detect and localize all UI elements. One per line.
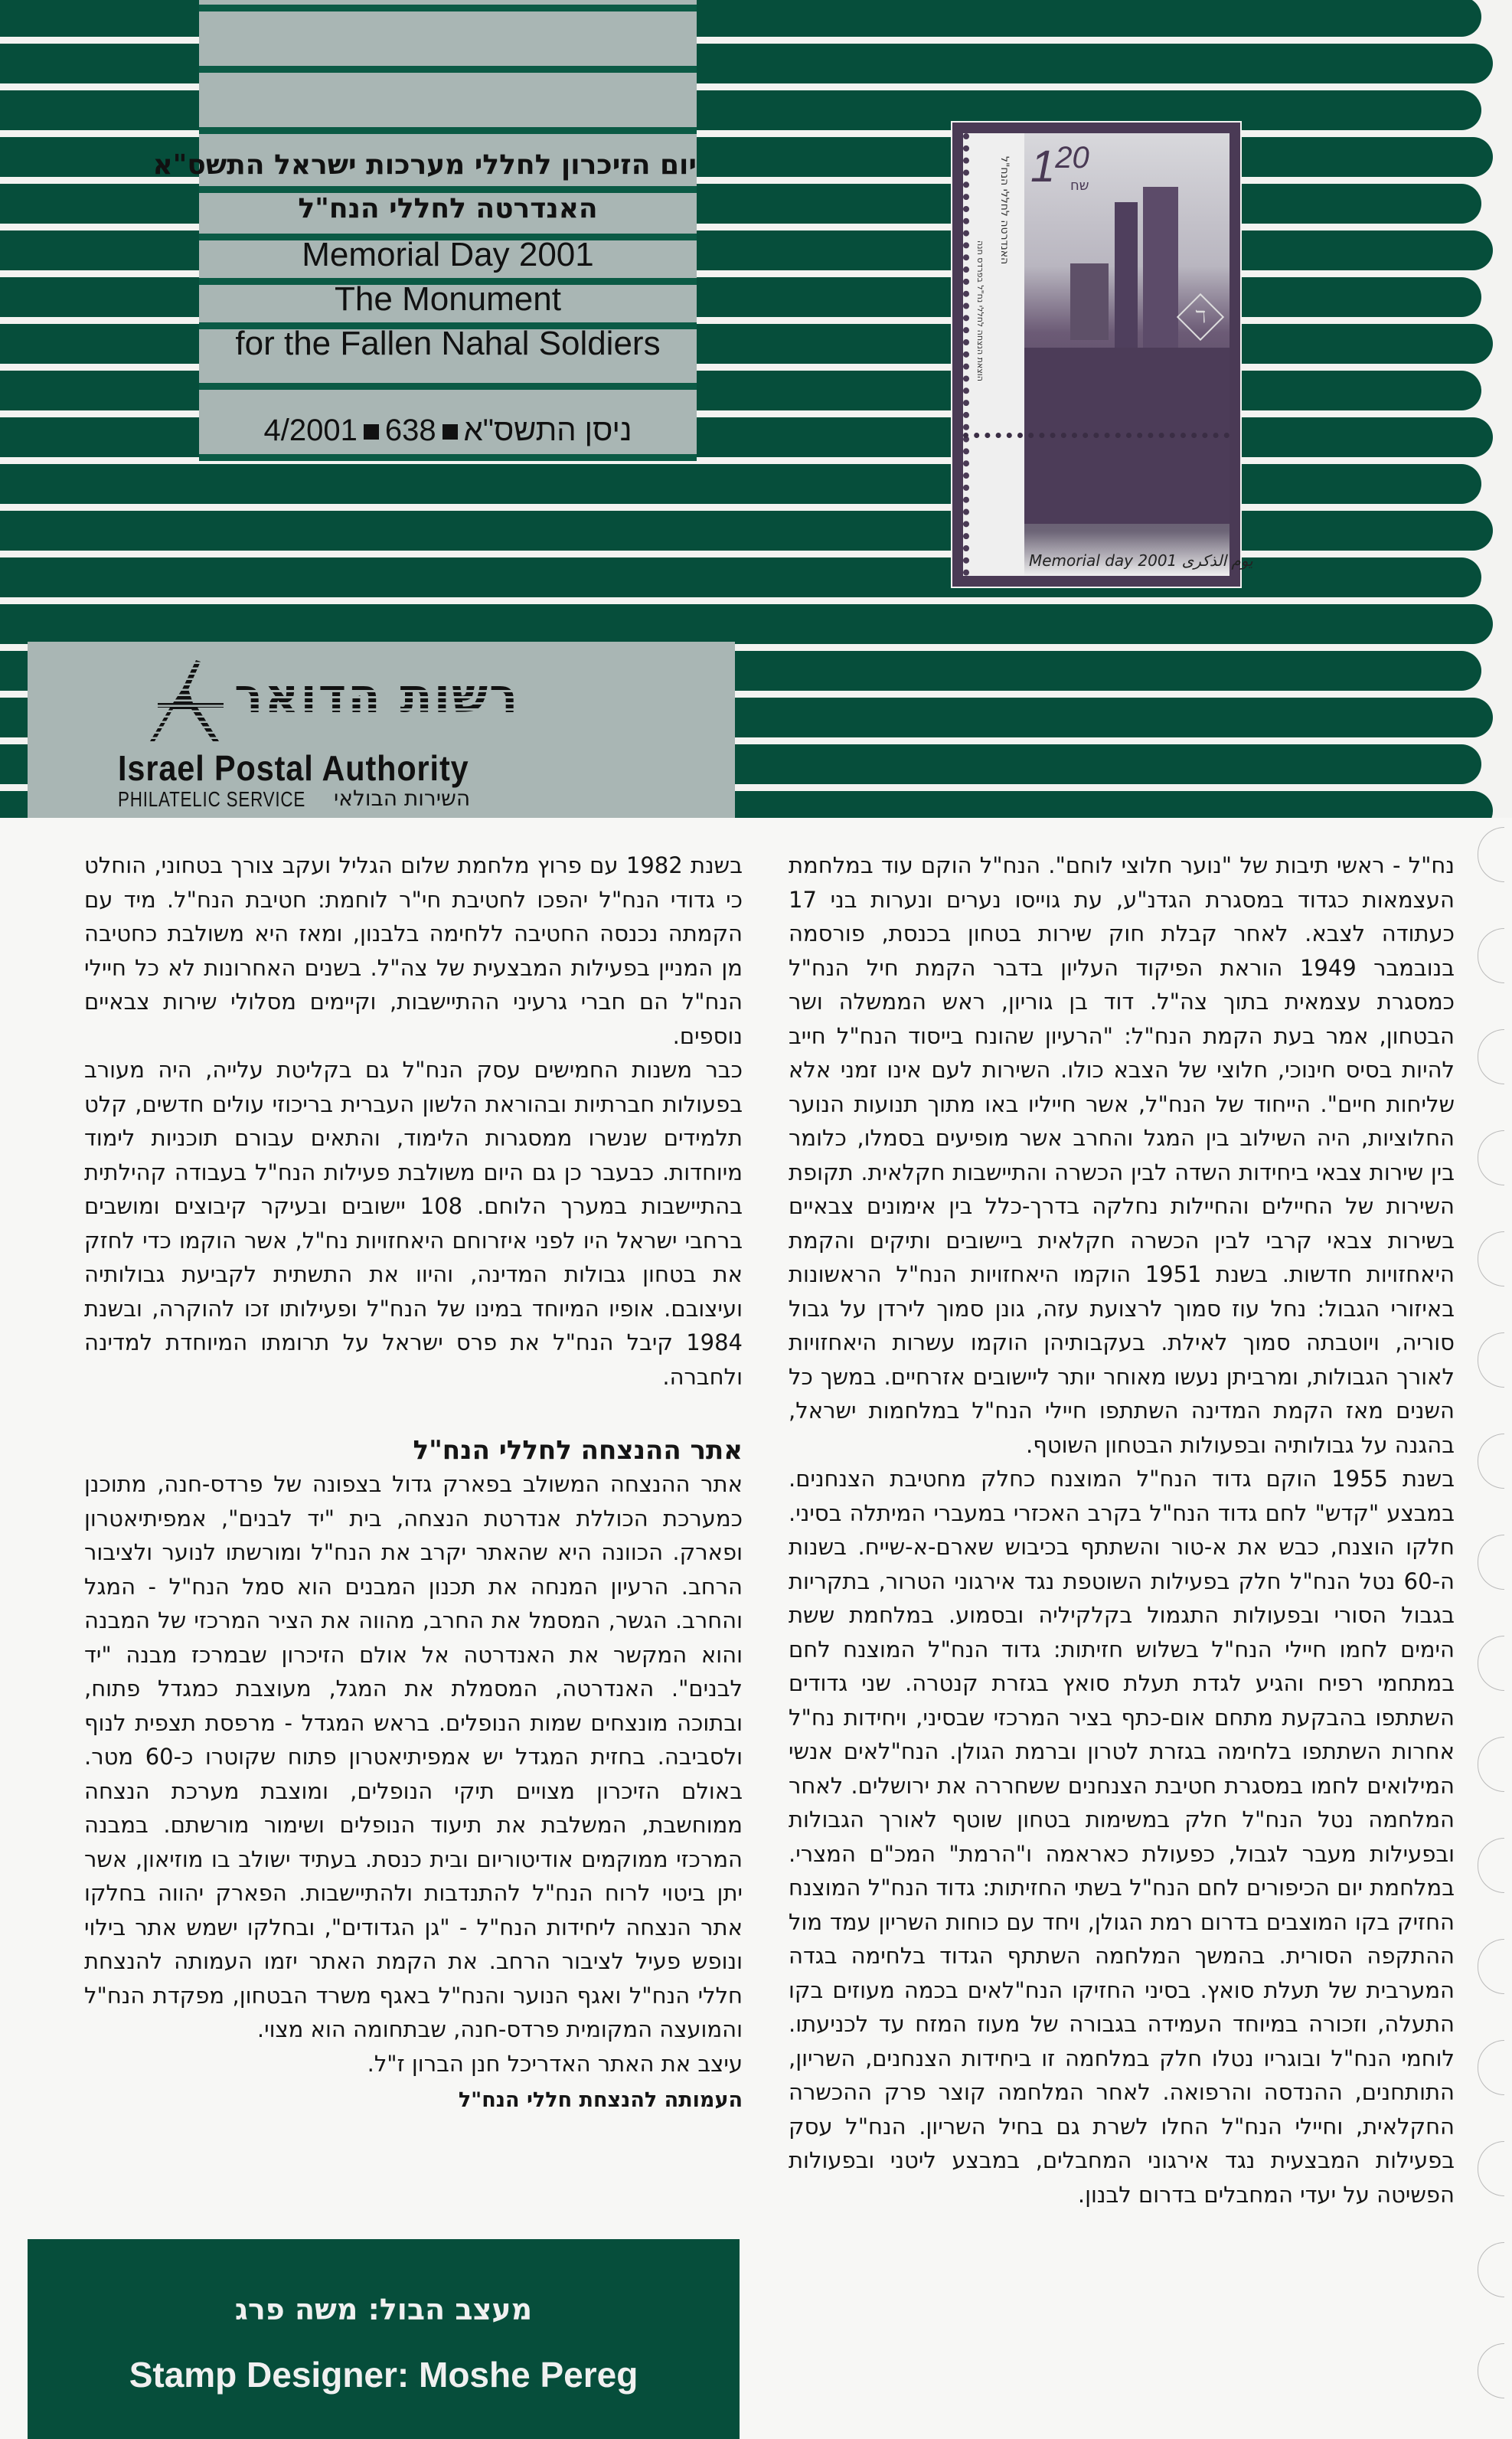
monument-building	[1070, 263, 1109, 340]
decorative-stripe	[0, 511, 1493, 551]
signature: העמותה להנצחת חללי הנח"ל	[458, 2088, 743, 2112]
article-column-left	[84, 848, 743, 2118]
stamp-image	[1024, 133, 1253, 576]
stamp-caption: Memorial day 2001 يوم الذكرى	[1029, 551, 1253, 570]
title-english-line1: Memorial Day 2001	[302, 236, 594, 273]
perforation-scallop	[1478, 1231, 1504, 1287]
perforation-scallop	[1478, 2343, 1504, 2398]
section-heading: אתר ההנצחה לחללי הנח"ל	[413, 1435, 743, 1466]
logo-name-hebrew: רשות הדואר	[234, 668, 520, 724]
square-bullet-icon	[364, 424, 379, 440]
stamp-tab	[963, 133, 1029, 576]
monument-tower	[1143, 187, 1178, 348]
header-band	[0, 0, 1512, 818]
logo-name-english: Israel Postal Authority	[118, 748, 469, 788]
square-bullet-icon	[442, 424, 458, 440]
designer-english: Stamp Designer: Moshe Pereg	[129, 2355, 638, 2395]
issue-hebrew-date: ניסן התשס"א	[463, 414, 632, 447]
panel-line	[199, 186, 697, 193]
perforated-edge	[1474, 819, 1512, 2439]
perforation-scallop	[1478, 1130, 1504, 1185]
decorative-stripe	[0, 604, 1493, 644]
paragraph: כבר משנות החמישים עסק הנח"ל גם בקליטת עלייה, היה מעורב בפעולות חברתיות ובהוראת הלשון העברית בריכוזי עולים חדשים, קלט תלמידים שנשרו ממסגרות הלימוד, והתאים עבורם תוכניות לימוד מיוחדות. כבעבר כן גם היום משולבת פעילות הנח"ל בעבודה קהילתית בהתיישבות במערך הלוחם. 108 יישובים ובעיקר קיבוצים ומושבים ברחבי ישראל היו לפני איזרוחם היאחזויות נח"ל, אשר הוקמו כדי לחזק את בטחון גבולות המדינה, והיוו את התשתית לקביעת גבולותיה ועיצובם. אופיו המיוחד במינו של הנח"ל ופעילותו זכו להוקרה, ובשנת 1984 קיבל הנח"ל את פרס ישראל על תרומתו המיוחדת למדינה ולחברה.	[84, 1057, 743, 1390]
perforation-scallop	[1478, 1332, 1504, 1388]
logo-service-hebrew: השירות הבולאי	[334, 786, 471, 811]
stamp-tab-text: האנדרטה לחללי הנח"ל	[998, 156, 1011, 265]
title-english-line3: for the Fallen Nahal Soldiers	[235, 325, 661, 362]
logo-service-english: PHILATELIC SERVICE	[118, 787, 306, 811]
paragraph: בשנת 1955 הוקם גדוד הנח"ל המוצנח כחלק מחטיבת הצנחנים. במבצע "קדש" לחם גדוד הנח"ל בקרב האכזרי במעברי המיתלה בסיני. חלקו הוצנח, כבש את א-טור והשתתף בכיבוש שארם-א-שייח. בשנות ה-60 נטל הנח"ל חלק בפעילות השוטפת נגד אירגוני הטרור, בתקריות בגבול הסורי ובפעולות התגמול בקלקיליה ובסמוע. במלחמת ששת הימים לחמו חיילי הנח"ל בשלוש חזיתות: גדוד הנח"ל המוצנח לחם במתחמי רפיח והגיע לגדת תעלת סואץ בגזרת קנטרה. שני גדודים השתתפו בהבקעת מתחם אום-כתף בציר המרכזי שבסיני, ויחידות נח"ל אחרות השתתפו בלחימה בגזרת לטרון וברמת הגולן. הנח"לאים אנשי המילואים לחמו במסגרת חטיבת הצנחנים ששחררה את ירושלים. לאחר המלחמה נטל הנח"ל חלק במשימות בטחון שוטף לאורך הגבולות ובפעילות מעבר לגבול, כפעולת כאראמה ו"הרמת" המכ"ם המצרי. במלחמת יום הכיפורים לחם הנח"ל בשתי החזיתות: גדוד הנח"ל המוצנח החזיק בקו המוצבים בדרום רמת הגולן, ויחד עם כוחות השריון עמד מול ההתקפה הסורית. בהמשך המלחמה השתתף הגדוד בלחימה בגדה המערבית של תעלת סואץ. בסיני החזיקו הנח"לאים בכמה מעוזים בקו התעלה, וזכורה במיוחד העמידה בגבורה של מעוז המזח עד לכניעתו. לוחמי הנח"ל ובוגריו נטלו חלק במלחמה זו ביחידות הצנחנים, השריון, התותחנים, ההנדסה והרפואה. לאחר המלחמה קוצר פרק ההכשרה החקלאית, וחיילי הנח"ל החלו לשרת גם בחיל השריון. הנח"ל עסק בפעילות המבצעית נגד אירגוני המחבלים, במבצע ליטני ובפעולות הפשיטה על יעדי המחבלים בדרום לבנון.	[789, 1466, 1455, 2208]
designer-hebrew: מעצב הבול: משה פרג	[234, 2293, 533, 2326]
stamp-tab-text: הוצאת הנצחה לחללי נח"ל בפרדס חנה	[975, 240, 985, 381]
designer-box	[28, 2239, 740, 2439]
issue-date: 4/2001	[263, 414, 358, 447]
perforation-line	[963, 433, 1230, 438]
panel-line	[199, 383, 697, 390]
stamp	[951, 121, 1253, 588]
perforation-scallop	[1478, 1636, 1504, 1691]
perforation-scallop	[1478, 1939, 1504, 1994]
panel-line	[199, 454, 697, 461]
panel-line	[199, 5, 697, 11]
title-hebrew-line2: האנדרטה לחללי הנח"ל	[298, 193, 598, 224]
paragraph: נח"ל - ראשי תיבות של "נוער חלוצי לוחם". הנח"ל הוקם עוד במלחמת העצמאות כגדוד במסגרת הגדנ"ע, עת גוייסו נערים ונערות בני 17 כעתודה לצבא. לאחר קבלת חוק שירות בטחון בכנסת, פורסמה בנובמבר 1949 הוראת הפיקוד העליון בדבר הקמת חיל הנח"ל כמסגרת עצמאית בתוך צה"ל. דוד בן גוריון, ראש הממשלה ושר הבטחון, אמר בעת הקמת הנח"ל: "הרעיון שהונח בייסוד הנח"ל חייב להיות בסיס חינוכי, חלוצי של הצבא כולו. השירות לעם אינו זמני אלא שליחות חיים". הייחוד של הנח"ל, אשר חייליו באו מתוך תנועות הנוער החלוציות, היה השילוב בין המגל והחרב אשר מופיעים בסמלו, כלומר בין שירות צבאי ביחידות השדה לבין הכשרה והתיישבות חקלאית. תקופת השירות של החיילים והחיילות נחלקה בדרך-כלל בין אימונים צבאיים בשירות צבאי קרבי לבין הכשרה חקלאית ביישובים ותיקים והקמת היאחזויות חדשות. בשנת 1951 הוקמו היאחזויות הנח"ל הראשונות באיזורי הגבול: נחל עוז סמוך לרצועת עזה, גונן סמוך לירדן על גבול סוריה, ויוטבתה סמוך לאילת. בעקבותיהן הוקמו עשרות היאחזויות לאורך הגבולות, ומרביתן נעשו מאוחר יותר ליישובים אזרחיים. במשך כל השנים מאז הקמת המדינה השתתפו חיילי הנח"ל במלחמות ישראל, בהגנה על גבולותיה ובפעולות הבטחון השוטף.	[789, 852, 1455, 1458]
decorative-stripe	[0, 464, 1481, 504]
title-english-line2: The Monument	[335, 280, 561, 318]
title-panel	[152, 0, 697, 461]
paragraph: אתר ההנצחה המשולב בפארק גדול בצפונה של פרדס-חנה, מתוכנן כמערכת הכוללת אנדרטת הנצחה, בית "יד לבנים", אמפיתיאטרון ופארק. הכוונה היא שהאתר יקרב את הנח"ל ומורשתו לנוער ולציבור הרחב. הרעיון המנחה את תכנון המבנים הוא סמל הנח"ל - המגל והחרב. הגשר, המסמל את החרב, מהווה את הציר המרכזי של המבנה והוא המקשר את האנדרטה אל אולם הזיכרון שבמרכז מבנה "יד לבנים". האנדרטה, המסמלת את המגל, מעוצבת כמגדל פתוח, ובתוכה מונצחים שמות הנופלים. בראש המגדל - מרפסת תצפית לנוף ולסביבה. בחזית המגדל יש אמפיתיאטרון פתוח שקוטרו כ-60 מטר. באולם הזיכרון מצויים תיקי הנופלים, ומוצבת מערכת הנצחה ממוחשבת, המשלבת את תיעוד הנופלים ושימור מורשתם. במבנה המרכזי ממוקמים אודיטוריום ובית כנסת. בעתיד ישולב בו מוזיאון, אשר יתן ביטוי לרוח הנח"ל להתנדבות ולהתיישבות. הפארק יהווה בחלקו אתר הנצחה ליחידות הנח"ל - "גן הגדודים", ובחלקו ישמש אתר בילוי ונופש פעיל לציבור הרחב. את הקמת האתר יזמו העמותה להנצחת חללי הנח"ל ואגף הנוער והנח"ל באגף משרד הבטחון, מפקדת הנח"ל והמועצה המקומית פרדס-חנה, שבתחומה הוא מצוי.	[84, 1471, 743, 2042]
monument-tower	[1115, 202, 1138, 348]
issue-number: 638	[384, 414, 436, 447]
perforation-scallop	[1478, 1434, 1504, 1489]
issue-line	[199, 414, 697, 448]
paragraph: עיצב את האתר האדריכל חנן הברון ז"ל.	[367, 2050, 743, 2077]
postal-deer-icon	[150, 659, 227, 743]
panel-line	[199, 127, 697, 134]
panel-line	[199, 66, 697, 73]
perforation-scallop	[1478, 1737, 1504, 1792]
postal-authority-logo	[28, 642, 735, 818]
article-column-right	[789, 848, 1455, 2212]
title-hebrew-line1: יום הזיכרון לחללי מערכות ישראל התשס"א	[152, 149, 697, 181]
perforation-scallop	[1478, 2040, 1504, 2095]
perforation-scallop	[1478, 2141, 1504, 2196]
perforation-scallop	[1478, 2242, 1504, 2297]
decorative-stripe	[0, 557, 1481, 597]
perforation-scallop	[1478, 1029, 1504, 1084]
nahal-emblem-icon: ℸ	[1177, 293, 1224, 341]
stamp-currency: שח	[1070, 178, 1089, 194]
stamp-value: $1^{20}$	[1030, 141, 1089, 191]
paragraph: בשנת 1982 עם פרוץ מלחמת שלום הגליל ועקב צורך בטחוני, הוחלט כי גדודי הנח"ל יהפכו לחטיבת חי"ר לוחמת: חטיבת הנח"ל. מיד עם הקמתה נכנסה החטיבה ללחימה בלבנון, ומאז היא משולבת כחטיבה מן המניין בפעילות המבצעית של צה"ל. בשנים האחרונות לא כל חיילי הנח"ל הם חברי גרעיני ההתיישבות, וקיימים מסלולי שירות צבאיים נוספים.	[84, 852, 743, 1049]
perforation-scallop	[1478, 827, 1504, 882]
perforation-scallop	[1478, 1838, 1504, 1893]
perforation-scallop	[1478, 928, 1504, 983]
perforation-scallop	[1478, 1535, 1504, 1590]
